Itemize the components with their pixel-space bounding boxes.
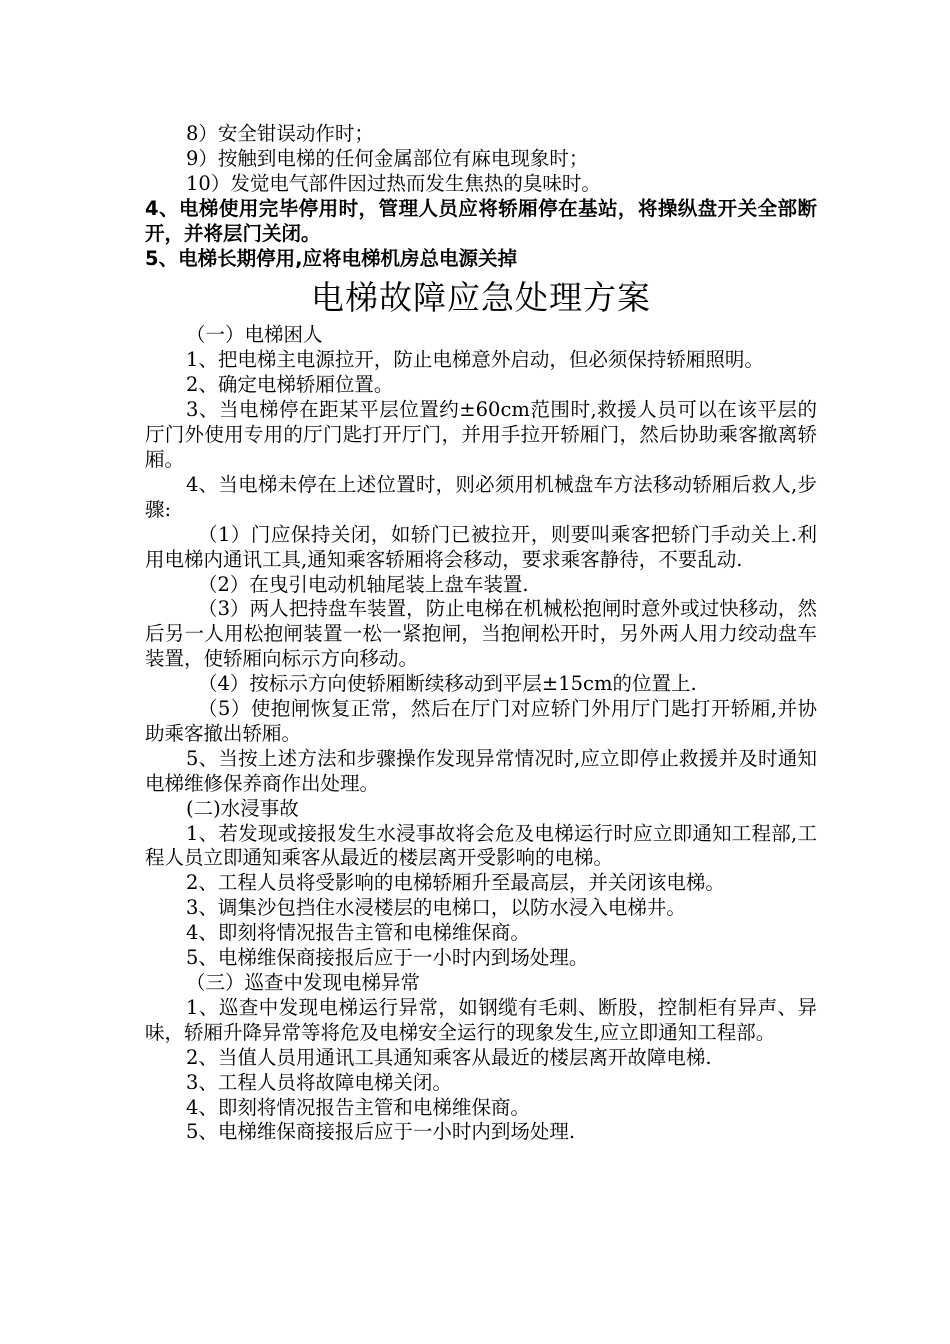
list-item: 9）按触到电梯的任何金属部位有麻电现象时； [186, 146, 589, 170]
step-item: （4）按标示方向使轿厢断续移动到平层±15cm的位置上. [198, 672, 697, 696]
document-body [145, 122, 817, 1145]
step-item: （1）门应保持关闭，如轿门已被拉开，则要叫乘客把轿门手动关上.利用电梯内通讯工具,通知乘客轿厢将会移动，要求乘客静待，不要乱动. [145, 522, 817, 571]
page-title: 电梯故障应急处理方案 [311, 278, 651, 318]
step-item: （3）两人把持盘车装置，防止电梯在机械松抱闸时意外或过快移动，然后另一人用松抱闸装置一松一紧抱闸，当抱闸松开时，另外两人用力绞动盘车装置，使轿厢向标示方向移动。 [145, 597, 817, 671]
section-heading: (二)水浸事故 [186, 796, 299, 820]
paragraph: 1、巡查中发现电梯运行异常，如钢缆有毛刺、断股，控制柜有异声、异味，轿厢升降异常等将危及电梯安全运行的现象发生,应立即通知工程部。 [145, 995, 817, 1044]
rule-paragraph: 4、电梯使用完毕停用时，管理人员应将轿厢停在基站，将操纵盘开关全部断开，并将层门关闭。 [145, 196, 817, 245]
paragraph: 3、当电梯停在距某平层位置约±60cm范围时,救援人员可以在该平层的厅门外使用专用的厅门匙打开厅门，并用手拉开轿厢门，然后协助乘客撤离轿厢。 [145, 398, 817, 471]
section-heading: （三）巡查中发现电梯异常 [186, 971, 421, 994]
paragraph: 4、当电梯未停在上述位置时，则必须用机械盘车方法移动轿厢后救人,步骤: [145, 472, 817, 521]
paragraph: 1、把电梯主电源拉开，防止电梯意外启动，但必须保持轿厢照明。 [186, 348, 764, 372]
paragraph: 5、电梯维保商接报后应于一小时内到场处理. [186, 1120, 576, 1144]
paragraph: 4、即刻将情况报告主管和电梯维保商。 [186, 921, 530, 945]
paragraph: 3、调集沙包挡住水浸楼层的电梯口，以防水浸入电梯井。 [186, 896, 686, 920]
list-item: 8）安全钳误动作时； [186, 122, 374, 145]
paragraph: 4、即刻将情况报告主管和电梯维保商。 [186, 1095, 530, 1119]
paragraph: 5、当按上述方法和步骤操作发现异常情况时,应立即停止救援并及时通知电梯维修保养商作出处理。 [145, 746, 817, 795]
paragraph: 1、若发现或接报发生水浸事故将会危及电梯运行时应立即通知工程部,工程人员立即通知乘客从最近的楼层离开受影响的电梯。 [145, 821, 817, 870]
rule-paragraph: 5、电梯长期停用,应将电梯机房总电源关掉 [145, 246, 517, 270]
step-item: （5）使抱闸恢复正常，然后在厅门对应轿门外用厅门匙打开轿厢,并协助乘客撤出轿厢。 [145, 697, 817, 745]
section-heading: （一）电梯困人 [186, 323, 323, 347]
paragraph: 5、电梯维保商接报后应于一小时内到场处理。 [186, 946, 589, 970]
step-item: （2）在曳引电动机轴尾装上盘车装置. [198, 572, 529, 596]
list-item: 10）发觉电气部件因过热而发生焦热的臭味时。 [186, 171, 601, 195]
paragraph: 2、确定电梯轿厢位置。 [186, 373, 394, 397]
paragraph: 2、工程人员将受影响的电梯轿厢升至最高层，并关闭该电梯。 [186, 871, 725, 895]
paragraph: 3、工程人员将故障电梯关闭。 [186, 1070, 452, 1094]
paragraph: 2、当值人员用通讯工具通知乘客从最近的楼层离开故障电梯. [186, 1045, 712, 1069]
